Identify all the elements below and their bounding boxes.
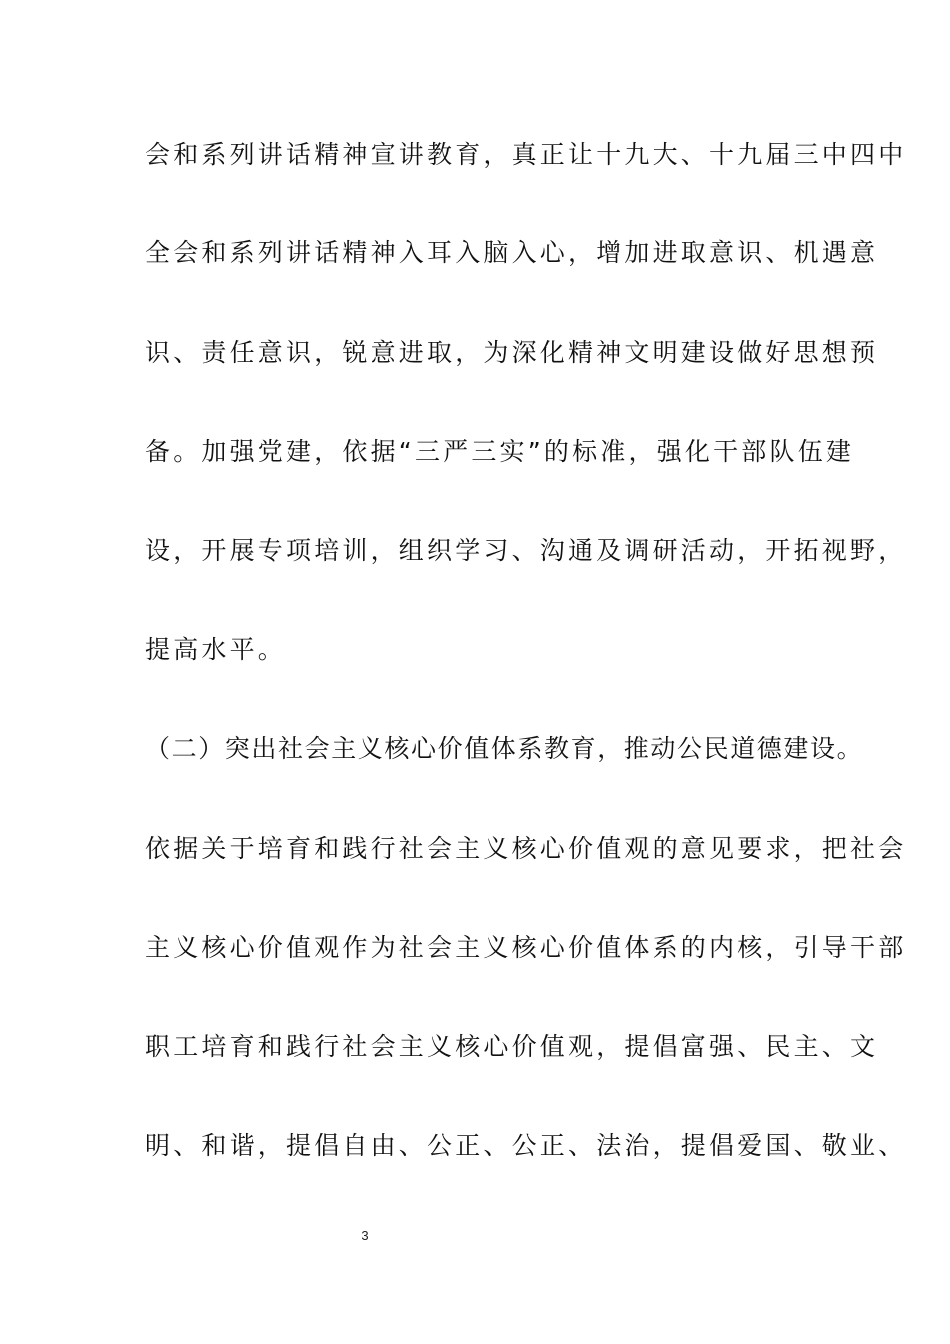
body-text-line: 主义核心价值观作为社会主义核心价值体系的内核，引导干部: [145, 933, 907, 962]
body-text-line: 备。加强党建，依据“三严三实”的标准，强化干部队伍建: [145, 437, 855, 466]
body-text-line: 提高水平。: [145, 635, 287, 664]
page-number: 3: [361, 1228, 369, 1243]
body-text-line: 设，开展专项培训，组织学习、沟通及调研活动，开拓视野，: [145, 536, 907, 565]
section-heading: （二）突出社会主义核心价值体系教育，推动公民道德建设。: [145, 734, 864, 763]
body-text-line: 明、和谐，提倡自由、公正、公正、法治，提倡爱国、敬业、: [145, 1131, 907, 1160]
body-text-line: 全会和系列讲话精神入耳入脑入心，增加进取意识、机遇意: [145, 238, 879, 267]
body-text-line: 会和系列讲话精神宣讲教育，真正让十九大、十九届三中四中: [145, 140, 907, 169]
body-text-line: 依据关于培育和践行社会主义核心价值观的意见要求，把社会: [145, 834, 907, 863]
body-text-line: 职工培育和践行社会主义核心价值观，提倡富强、民主、文: [145, 1032, 879, 1061]
body-text-line: 识、责任意识，锐意进取，为深化精神文明建设做好思想预: [145, 338, 879, 367]
